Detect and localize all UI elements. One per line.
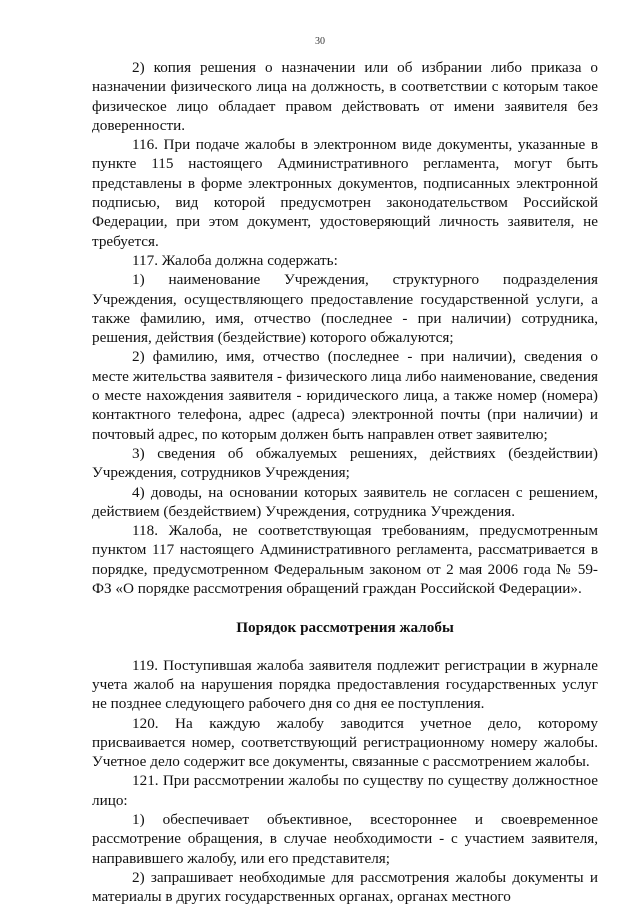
page-number: 30 <box>315 36 325 47</box>
paragraph-copy-of-decision: 2) копия решения о назначении или об избрании либо приказа о назначении физического лица на должность, в соответствии с которым такое физическое лицо обладает правом действовать от имени заявителя без доверенности. <box>92 59 598 134</box>
list-item-121-2: 2) запрашивает необходимые для рассмотрения жалобы документы и материалы в других государственных органах, органах местного <box>92 868 598 906</box>
document-body <box>92 58 598 906</box>
paragraph-119: 119. Поступившая жалоба заявителя подлежит регистрации в журнале учета жалоб на нарушения порядка предоставления государственных услуг не позднее следующего рабочего дня со дня ее поступления. <box>92 656 598 713</box>
list-item-117-1: 1) наименование Учреждения, структурного подразделения Учреждения, осуществляющего предоставление государственной услуги, а также фамилию, имя, отчество (последнее - при наличии) сотрудника, решения, действия (бездействие) которого обжалуются; <box>92 271 598 347</box>
paragraph-120: 120. На каждую жалобу заводится учетное дело, которому присваивается номер, соответствующий регистрационному номеру жалобы. Учетное дело содержит все документы, связанные с рассмотрением жалобы. <box>92 714 598 771</box>
paragraph-121: 121. При рассмотрении жалобы по существу по существу должностное лицо: <box>92 772 598 809</box>
paragraph-117: 117. Жалоба должна содержать: <box>132 251 338 269</box>
list-item-117-3: 3) сведения об обжалуемых решениях, действиях (бездействии) Учреждения, сотрудников Учреждения; <box>92 444 598 482</box>
section-heading: Порядок рассмотрения жалобы <box>236 619 454 637</box>
list-item-117-2: 2) фамилию, имя, отчество (последнее - при наличии), сведения о месте жительства заявителя - физического лица либо наименование, сведения о месте нахождения заявителя - юридического лица, а также номер (номера) контактного телефона, адрес (адреса) электронной почты (при наличии) и почтовый адрес, по которым должен быть направлен ответ заявителю; <box>92 348 598 443</box>
list-item-117-4: 4) доводы, на основании которых заявитель не согласен с решением, действием (бездействием) Учреждения, сотрудника Учреждения. <box>92 483 598 520</box>
paragraph-118: 118. Жалоба, не соответствующая требованиям, предусмотренным пунктом 117 настоящего Административного регламента, рассматривается в порядке, предусмотренном Федеральным законом от 2 мая 2006 года № 59-ФЗ «О порядке рассмотрения обращений граждан Российской Федерации». <box>92 522 598 598</box>
list-item-121-1: 1) обеспечивает объективное, всестороннее и своевременное рассмотрение обращения, в случае необходимости - с участием заявителя, направившего жалобу, или его представителя; <box>92 810 598 867</box>
paragraph-116: 116. При подаче жалобы в электронном виде документы, указанные в пункте 115 настоящего Административного регламента, могут быть представлены в форме электронных документов, подписанных электронной подписью, вид которой предусмотрен законодательством Российской Федерации, при этом документ, удостоверяющий личность заявителя, не требуется. <box>92 136 598 250</box>
